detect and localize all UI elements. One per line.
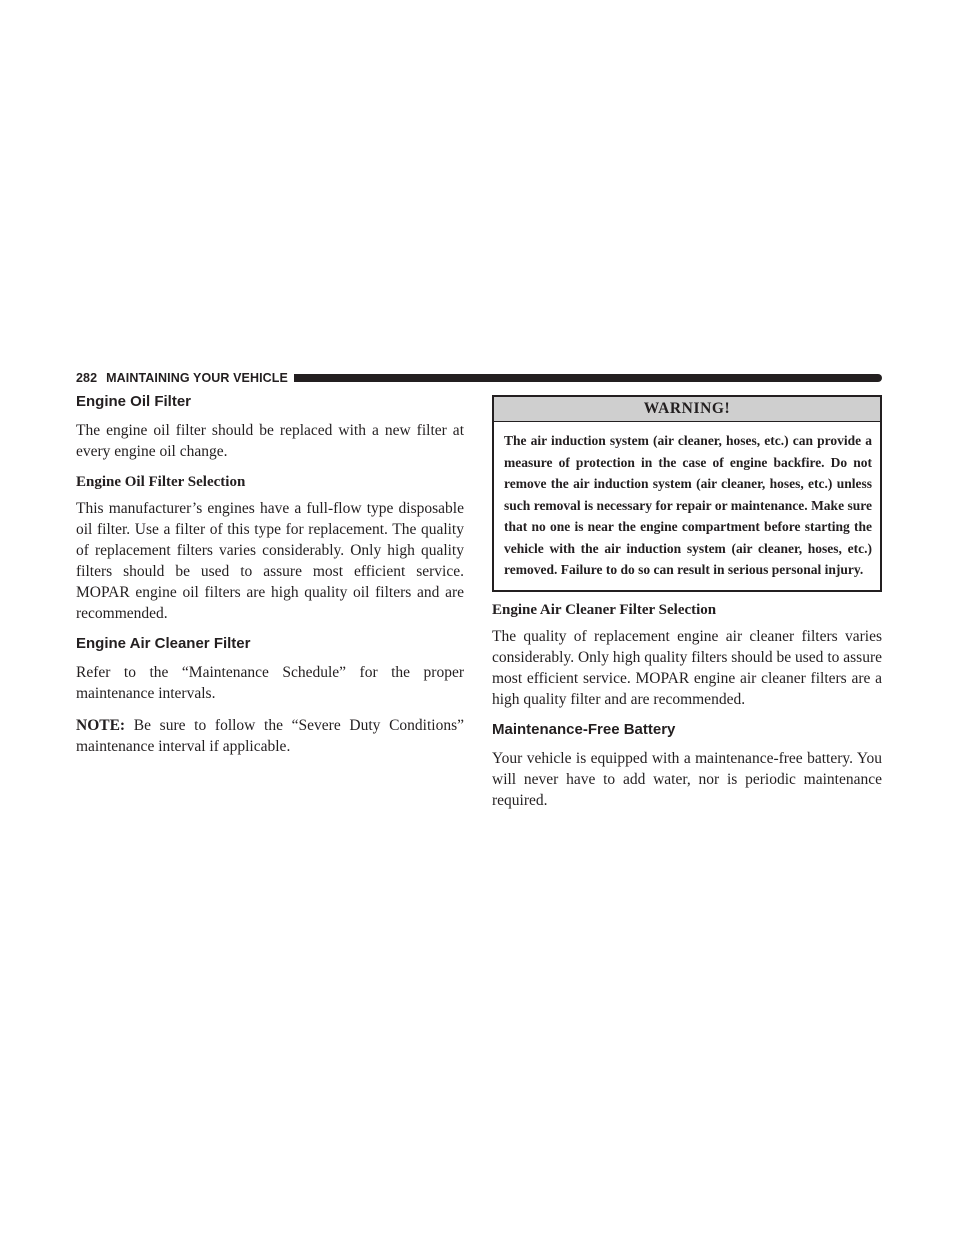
oil-filter-paragraph: The engine oil filter should be replaced with a new filter at every engine oil change. — [76, 422, 464, 460]
page-header — [76, 370, 882, 386]
warning-box — [492, 395, 882, 592]
note-text: Be sure to follow the “Severe Duty Conditions” maintenance interval if applicable. — [76, 717, 464, 755]
left-column — [76, 393, 464, 768]
oil-filter-heading: Engine Oil Filter — [76, 393, 192, 410]
air-cleaner-heading: Engine Air Cleaner Filter — [76, 635, 251, 652]
warning-title: WARNING! — [494, 397, 880, 422]
header-text — [76, 371, 288, 385]
air-cleaner-selection-paragraph: The quality of replacement engine air cleaner filters varies considerably. Only high quality filters should be used to assure most efficient service. MOPAR engine air cleaner filters are a high quality filter and are recommended. — [492, 627, 882, 708]
battery-heading: Maintenance-Free Battery — [492, 720, 676, 738]
air-cleaner-selection-heading: Engine Air Cleaner Filter Selection — [492, 601, 717, 618]
oil-filter-selection-paragraph: This manufacturer’s engines have a full-flow type disposable oil filter. Use a filter of this type for replacement. The quality of replacement filters varies considerably. Only high quality filters should be used to assure most efficient service. MOPAR engine oil filters are high quality oil filters and are recommended. — [76, 500, 464, 622]
warning-text: The air induction system (air cleaner, hoses, etc.) can provide a measure of protection in the case of engine backfire. Do not remove the air induction system (air cleaner, hoses, etc.) unless such removal is necessary for repair or maintenance. Make sure that no one is near the engine compartment before starting the vehicle with the air induction system (air cleaner, hoses, etc.) removed. Failure to do so can result in serious personal injury. — [504, 433, 872, 577]
page-number: 282 — [76, 371, 98, 385]
section-title: MAINTAINING YOUR VEHICLE — [106, 371, 288, 385]
note-label: NOTE: — [76, 717, 126, 734]
right-column — [492, 395, 882, 822]
header-rule — [294, 374, 882, 382]
note-paragraph — [76, 715, 464, 757]
battery-paragraph: Your vehicle is equipped with a maintenance-free battery. You will never have to add water, nor is periodic maintenance required. — [492, 749, 882, 809]
oil-filter-selection-heading: Engine Oil Filter Selection — [76, 474, 246, 490]
air-cleaner-paragraph: Refer to the “Maintenance Schedule” for the proper maintenance intervals. — [76, 664, 464, 702]
